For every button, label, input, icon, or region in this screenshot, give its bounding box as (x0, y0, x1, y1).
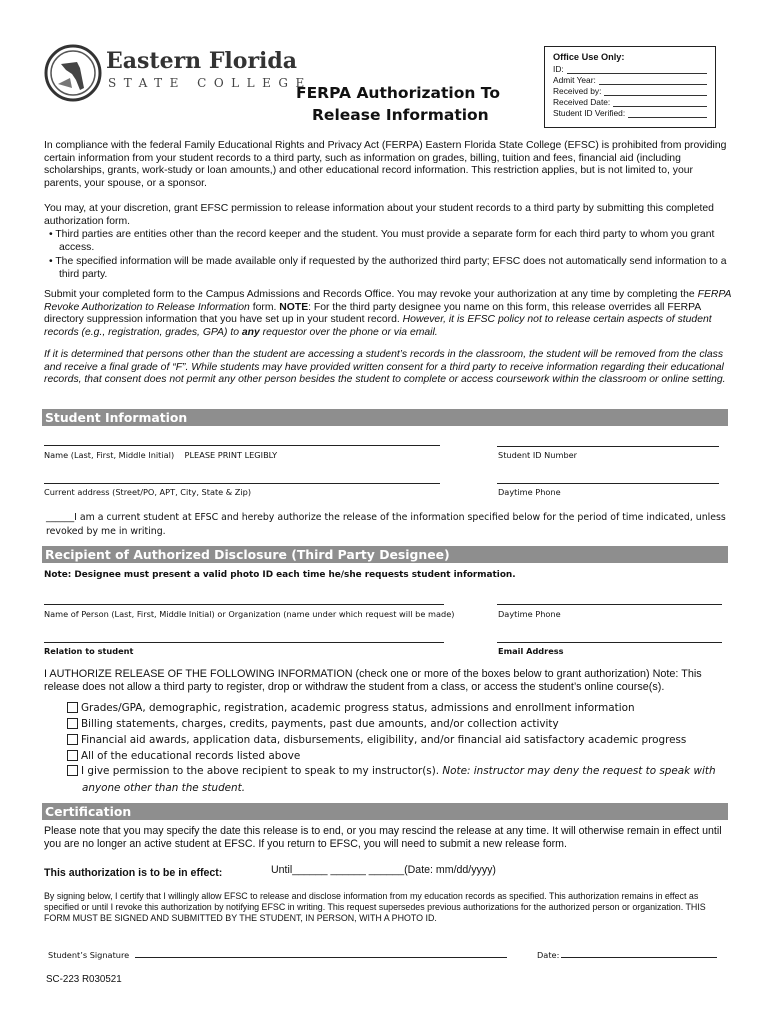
office-field-label: Student ID Verified: (553, 108, 626, 118)
form-title-line2: Release Information (312, 106, 489, 124)
office-field-line[interactable] (599, 76, 707, 85)
recipient-name-label: Name of Person (Last, First, Middle Initial) or Organization (name under which request will be made) (44, 609, 455, 619)
student-info-heading: Student Information (42, 409, 728, 426)
p3-a: Submit your completed form to the Campus Admissions and Records Office. You may revoke your authorization at any time by completing the (44, 289, 698, 300)
p3-h: requestor over the phone or via email. (259, 326, 438, 338)
office-field-row[interactable] (553, 85, 707, 96)
intro-paragraph-2: You may, at your discretion, grant EFSC permission to release information about your student records to a third party by submitting this completed authorization form. (44, 203, 714, 227)
certification-heading: Certification (42, 803, 728, 820)
signature-field[interactable] (135, 957, 507, 958)
recipient-phone-field[interactable] (497, 604, 722, 605)
effect-until-date[interactable]: Until______ ______ ______(Date: mm/dd/yyyy) (271, 864, 496, 876)
option-instructor-note-2: anyone other than the student. (82, 782, 246, 794)
student-id-label: Student ID Number (498, 450, 578, 460)
checkbox-billing[interactable] (67, 718, 78, 729)
logo-emblem-icon (44, 44, 102, 102)
p3-e: : For the third party designee you name on this form, this release overrides all FERPA directory suppression information that you have set up in your student record. (44, 301, 701, 326)
note-label: NOTE (279, 301, 309, 313)
option-instructor-label: I give permission to the above recipient to speak to my instructor(s). (81, 765, 440, 777)
option-all-records-label: All of the educational records listed above (81, 750, 301, 762)
checkbox-grades[interactable] (67, 702, 78, 713)
office-field-line[interactable] (604, 87, 707, 96)
p3-f: However, it is EFSC policy not to release certain aspects of student records (e.g., registration, grades, GPA) to (44, 314, 712, 338)
option-instructor[interactable] (67, 765, 716, 777)
form-title-line1: FERPA Authorization To (296, 84, 500, 102)
logo-subtitle: STATE COLLEGE (108, 76, 312, 90)
attest-text: I am a current student at EFSC and hereby authorize the release of the information specified below for the period of time indicated, unless revoked by me in writing. (46, 512, 726, 537)
student-name-label: Name (Last, First, Middle Initial) PLEASE PRINT LEGIBLY (44, 450, 278, 460)
office-field-label: ID: (553, 64, 564, 74)
date-label: Date: (537, 950, 560, 960)
checkbox-instructor[interactable] (67, 765, 78, 776)
option-grades-label: Grades/GPA, demographic, registration, academic progress status, admissions and enrollment information (81, 702, 635, 714)
effect-label: This authorization is to be in effect: (44, 867, 223, 879)
attest-initial-blank[interactable]: ______ (46, 512, 75, 523)
office-field-label: Received by: (553, 86, 602, 96)
checkbox-financial-aid[interactable] (67, 734, 78, 745)
office-field-line[interactable] (613, 98, 707, 107)
student-address-field[interactable] (44, 483, 440, 484)
recipient-heading: Recipient of Authorized Disclosure (Third Party Designee) (42, 546, 728, 563)
office-use-title: Office Use Only: (553, 52, 625, 62)
option-instructor-note: Note: instructor may deny the request to speak with (442, 765, 716, 777)
recipient-phone-label: Daytime Phone (498, 609, 561, 619)
signature-label: Student’s Signature (48, 950, 130, 960)
office-field-line[interactable] (628, 109, 707, 118)
option-billing-label: Billing statements, charges, credits, payments, past due amounts, and/or collection activity (81, 718, 559, 730)
student-attestation (46, 511, 726, 539)
date-field[interactable] (561, 957, 717, 958)
form-code: SC-223 R030521 (46, 974, 122, 985)
email-label: Email Address (498, 646, 564, 656)
email-field[interactable] (497, 642, 722, 643)
intro-paragraph-3 (44, 289, 734, 339)
office-field-row[interactable] (553, 63, 707, 74)
form-title (296, 82, 500, 126)
student-address-label: Current address (Street/PO, APT, City, State & Zip) (44, 487, 252, 497)
any-word: any (241, 326, 260, 338)
recipient-name-field[interactable] (44, 604, 444, 605)
checkbox-all-records[interactable] (67, 750, 78, 761)
student-id-field[interactable] (497, 446, 719, 447)
option-all-records[interactable] (67, 750, 300, 762)
logo-name: Eastern Florida (106, 48, 298, 74)
intro-paragraph-1: In compliance with the federal Family Educational Rights and Privacy Act (FERPA) Eastern Florida State College (EFSC) is prohibited from providing certain information from your student records to a third party, such as information on grades, billing, tuition and fees, financial aid (including scholarships, grants, work-study or loan amounts,) and other educational record information. This restriction applies, but is not limited to, your parents, your spouse, or a sponsor. (44, 140, 727, 189)
p3-c: form. (249, 301, 280, 313)
signing-statement: By signing below, I certify that I willingly allow EFSC to release and disclose information from my education records as specified. This authorization remains in effect as specified or until I revoke this authorization by notifying EFSC in writing. This request supersedes previous authorizations for the authorized person or organization. THIS FORM MUST BE SIGNED AND SUBMITTED BY THE STUDENT, IN PERSON, WITH A PHOTO ID. (44, 891, 706, 924)
intro-bullet-1: • Third parties are entities other than the record keeper and the student. You must provide a separate form for each third party to whom you grant access. (49, 229, 715, 253)
office-field-label: Admit Year: (553, 75, 596, 85)
certification-paragraph: Please note that you may specify the date this release is to end, or you may rescind the release at any time. It will otherwise remain in effect until you are no longer an active student at EFSC. If you return to EFSC, you will need to submit a new release form. (44, 825, 722, 851)
office-field-label: Received Date: (553, 97, 611, 107)
intro-paragraph-4: If it is determined that persons other than the student are accessing a student’s records in the classroom, the student will be removed from the class and receive a final grade of “F”. While students may have provided written consent for a third party to receive information regarding their educational records, that consent does not permit any other person besides the student to complete or access coursework within the classroom or online setting. (44, 349, 726, 386)
relation-label: Relation to student (44, 646, 134, 656)
authorize-statement: I AUTHORIZE RELEASE OF THE FOLLOWING INFORMATION (check one or more of the boxes below to grant authorization) Note: This release does not allow a third party to register, drop or withdraw the student from a class, or access the student’s online course(s). (44, 668, 702, 694)
office-field-row[interactable] (553, 107, 707, 118)
office-field-row[interactable] (553, 96, 707, 107)
relation-field[interactable] (44, 642, 444, 643)
option-grades[interactable] (67, 702, 635, 714)
intro-bullet-2: • The specified information will be made available only if requested by the authorized third party; EFSC does not automatically send information to a third party. (49, 256, 727, 280)
recipient-note: Note: Designee must present a valid photo ID each time he/she requests student information. (44, 570, 516, 580)
student-name-field[interactable] (44, 445, 440, 446)
office-field-line[interactable] (567, 65, 707, 74)
option-financial-aid[interactable] (67, 734, 686, 746)
student-phone-field[interactable] (497, 483, 719, 484)
option-financial-aid-label: Financial aid awards, application data, disbursements, eligibility, and/or financial aid satisfactory academic progress (81, 734, 687, 746)
college-logo (44, 44, 312, 104)
option-billing[interactable] (67, 718, 559, 730)
revoke-form-name: FERPA Revoke Authorization to Release Information (44, 289, 732, 313)
office-use-box (544, 46, 716, 128)
office-field-row[interactable] (553, 74, 707, 85)
student-phone-label: Daytime Phone (498, 487, 561, 497)
